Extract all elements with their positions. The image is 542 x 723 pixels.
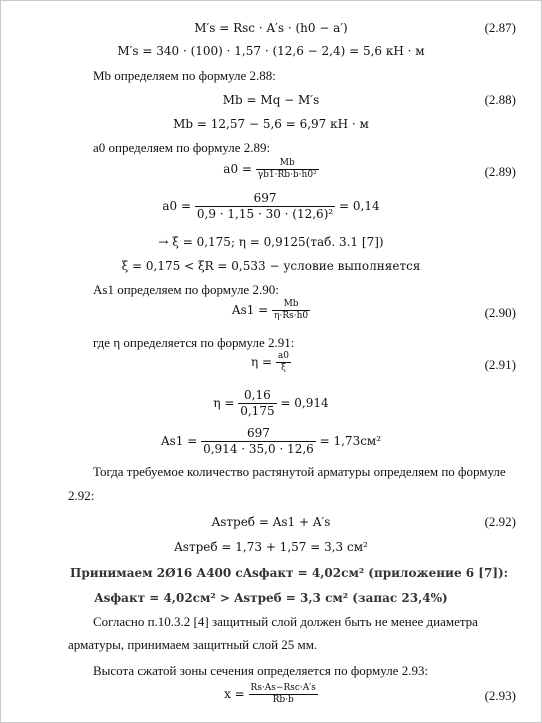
equation-2-89-lhs: a0 =	[223, 162, 252, 176]
equation-number-2-92: (2.92)	[484, 514, 516, 529]
text-required-line-2: 2.92:	[68, 488, 95, 503]
as1-calc	[0, 426, 542, 457]
equation-2-91-calc-denominator: 0,175	[240, 404, 275, 418]
equation-2-88-calc: Mb = 12,57 − 5,6 = 6,97 кН · м	[173, 117, 369, 131]
equation-2-89-calc-result: = 0,14	[339, 199, 380, 213]
text-height-intro: Высота сжатой зоны сечения определяется по формуле 2.93:	[93, 663, 429, 678]
accept-line-2: Asфакт = 4,02см² > Asтреб = 3,3 см² (запас 23,4%)	[94, 591, 448, 605]
equation-2-91	[0, 351, 542, 374]
text-eta-intro: где η определяется по формуле 2.91:	[93, 335, 295, 350]
equation-2-91-lhs: η =	[251, 355, 273, 369]
equation-2-89-calc-lhs: a0 =	[162, 199, 192, 213]
equation-2-90-lhs: As1 =	[231, 303, 269, 317]
equation-2-93	[0, 683, 542, 706]
equation-2-89	[0, 158, 542, 181]
equation-2-89-calc-fraction	[195, 191, 335, 222]
text-mb-intro: Mb определяем по формуле 2.88:	[93, 68, 276, 83]
equation-2-90	[0, 299, 542, 322]
text-cover-line-1: Согласно п.10.3.2 [4] защитный слой должен быть не менее диаметра	[93, 614, 478, 629]
equation-2-89-calc	[0, 191, 542, 222]
equation-2-91-calc-lhs: η =	[213, 396, 235, 410]
equation-2-90-denominator: η·Rs·h0	[274, 311, 309, 321]
as1-calc-denominator: 0,914 · 35,0 · 12,6	[203, 442, 314, 456]
equation-2-90-numerator: Mb	[283, 299, 299, 309]
equation-2-91-calc-numerator: 0,16	[244, 388, 271, 402]
equation-2-87-calc: M′s = 340 · (100) · 1,57 · (12,6 − 2,4) = 5,6 кН · м	[117, 44, 425, 58]
equation-2-89-denominator: γb1·Rb·b·h0²	[257, 170, 317, 180]
text-required-line-1: Тогда требуемое количество растянутой арматуры определяем по формуле	[93, 464, 506, 479]
equation-2-93-fraction	[249, 683, 318, 706]
text-as1-intro: As1 определяем по формуле 2.90:	[93, 282, 279, 297]
equation-2-91-calc	[0, 388, 542, 419]
equation-2-89-fraction	[256, 158, 319, 181]
equation-number-2-90: (2.90)	[484, 305, 516, 320]
as1-calc-fraction	[201, 426, 316, 457]
text-a0-intro: a0 определяем по формуле 2.89:	[93, 140, 271, 155]
as1-calc-lhs: As1 =	[160, 434, 198, 448]
text-cover-line-2: арматуры, принимаем защитный слой 25 мм.	[68, 637, 318, 652]
xi-condition-line: ξ = 0,175 < ξR = 0,533 − условие выполняется	[121, 259, 421, 273]
equation-2-92: Asтреб = As1 + A′s	[211, 515, 331, 529]
equation-2-89-numerator: Mb	[279, 158, 295, 168]
equation-number-2-93: (2.93)	[484, 688, 516, 703]
equation-number-2-91: (2.91)	[484, 357, 516, 372]
equation-2-88: Mb = Mq − M′s	[222, 93, 320, 107]
equation-number-2-88: (2.88)	[484, 92, 516, 107]
equation-2-87: M′s = Rsc · A′s · (h0 − a′)	[194, 21, 348, 35]
equation-2-89-calc-numerator: 697	[253, 191, 277, 205]
equation-2-91-fraction	[276, 351, 291, 374]
equation-2-93-denominator: Rb·b	[249, 694, 318, 706]
equation-2-89-calc-denominator: 0,9 · 1,15 · 30 · (12,6)²	[196, 207, 334, 221]
equation-2-90-fraction	[272, 299, 310, 322]
as1-calc-numerator: 697	[246, 426, 270, 440]
equation-2-92-calc: Asтреб = 1,73 + 1,57 = 3,3 см²	[174, 540, 368, 554]
equation-number-2-89: (2.89)	[484, 164, 516, 179]
as1-calc-result: = 1,73см²	[319, 434, 382, 448]
equation-2-91-calc-result: = 0,914	[280, 396, 329, 410]
equation-number-2-87: (2.87)	[484, 20, 516, 35]
equation-2-91-calc-fraction	[238, 388, 276, 419]
accept-line-1: Принимаем 2Ø16 А400 сAsфакт = 4,02см² (приложение 6 [7]):	[70, 566, 509, 580]
equation-2-91-numerator: a0	[277, 351, 289, 361]
equation-2-93-numerator: Rs·As−Rsc·A′s	[250, 683, 316, 693]
equation-2-93-lhs: x =	[224, 687, 245, 701]
xi-eta-line: → ξ = 0,175; η = 0,9125(таб. 3.1 [7])	[158, 235, 384, 249]
equation-2-91-denominator: ξ	[276, 362, 291, 374]
